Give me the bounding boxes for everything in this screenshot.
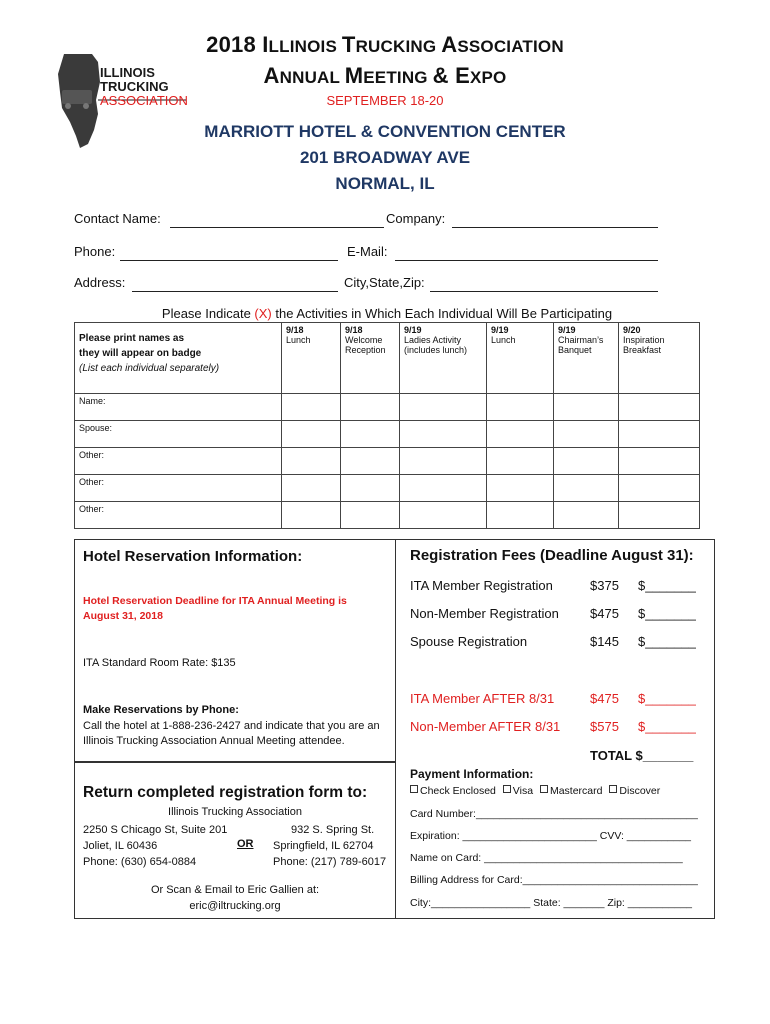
col-header-5: 9/19 Chairman’s Banquet (554, 323, 619, 394)
return-address-joliet: 2250 S Chicago St, Suite 201 Joliet, IL 60436 Phone: (630) 654-0884 (83, 824, 228, 868)
title-line-2: ANNUAL MEETING & EXPO (263, 63, 507, 88)
cell[interactable] (400, 475, 487, 502)
visa-checkbox[interactable] (503, 785, 511, 793)
cell[interactable] (282, 502, 341, 529)
cell[interactable] (619, 394, 700, 421)
venue-city: NORMAL, IL (335, 174, 435, 193)
fee-spouse-label: Spouse Registration (410, 634, 528, 649)
phone-reservation-text: Call the hotel at 1-888-236-2427 and indicate that you are an Illinois Trucking Association Annual Meeting attendee. (83, 720, 380, 747)
row-label: Name: (75, 394, 282, 421)
logo-line2: TRUCKING (100, 79, 169, 94)
check-enclosed-checkbox[interactable] (410, 785, 418, 793)
names-header: Please print names as they will appear on badge (List each individual separately) (75, 323, 282, 394)
cell[interactable] (554, 475, 619, 502)
fee-member-label: ITA Member Registration (410, 578, 553, 593)
company-field[interactable] (452, 227, 658, 228)
cell[interactable] (487, 448, 554, 475)
name-on-card-field[interactable]: Name on Card: __________________________________ (410, 852, 683, 864)
mastercard-checkbox[interactable] (540, 785, 548, 793)
cell[interactable] (341, 394, 400, 421)
cell[interactable] (341, 475, 400, 502)
col-header-3: 9/19 Ladies Activity (includes lunch) (400, 323, 487, 394)
cell[interactable] (487, 421, 554, 448)
cell[interactable] (619, 502, 700, 529)
fee-member-blank[interactable]: $_______ (638, 578, 696, 593)
table-row (75, 394, 700, 421)
scan-email-text: Or Scan & Email to Eric Gallien at: (150, 884, 320, 896)
fee-late-member-blank[interactable]: $_______ (638, 691, 696, 706)
table-row (75, 448, 700, 475)
cell[interactable] (554, 502, 619, 529)
col-header-6: 9/20 Inspiration Breakfast (619, 323, 700, 394)
cell[interactable] (619, 421, 700, 448)
row-label: Other: (75, 448, 282, 475)
billing-address-field[interactable]: Billing Address for Card:______________________________ (410, 874, 698, 886)
return-box (74, 761, 396, 919)
city-state-zip-field[interactable] (430, 291, 658, 292)
cell[interactable] (341, 448, 400, 475)
logo-line3: ASSOCIATION (100, 93, 188, 108)
return-heading: Return completed registration form to: (83, 784, 368, 801)
fee-total[interactable]: TOTAL $_______ (590, 748, 694, 763)
cell[interactable] (554, 421, 619, 448)
fee-nonmember-blank[interactable]: $_______ (638, 606, 696, 621)
cell[interactable] (400, 394, 487, 421)
cell[interactable] (282, 475, 341, 502)
cell[interactable] (487, 475, 554, 502)
phone-label: Phone: (74, 244, 116, 259)
payment-options: Check Enclosed Visa Mastercard Discover (410, 785, 660, 797)
fee-late-nonmember-blank[interactable]: $_______ (638, 719, 696, 734)
fee-late-member-label: ITA Member AFTER 8/31 (410, 691, 555, 706)
contact-name-field[interactable] (170, 227, 384, 228)
logo-line1: ILLINOIS (100, 65, 155, 80)
payment-heading: Payment Information: (410, 767, 534, 781)
cell[interactable] (400, 502, 487, 529)
col-header-1: 9/18 Lunch (282, 323, 341, 394)
cell[interactable] (282, 421, 341, 448)
venue-name: MARRIOTT HOTEL & CONVENTION CENTER (204, 122, 566, 141)
row-label: Spouse: (75, 421, 282, 448)
cell[interactable] (619, 448, 700, 475)
cell[interactable] (554, 394, 619, 421)
fee-nonmember-price: $475 (590, 606, 619, 621)
event-date: SEPTEMBER 18-20 (326, 93, 444, 108)
table-row (75, 502, 700, 529)
table-row (75, 421, 700, 448)
cell[interactable] (554, 448, 619, 475)
fee-nonmember-label: Non-Member Registration (410, 606, 559, 621)
col-header-2: 9/18 Welcome Reception (341, 323, 400, 394)
room-rate: ITA Standard Room Rate: $135 (83, 657, 236, 669)
return-org: Illinois Trucking Association (168, 806, 302, 818)
cell[interactable] (282, 394, 341, 421)
title-line-1: 2018 ILLINOIS TRUCKING ASSOCIATION (206, 32, 564, 57)
hotel-box (74, 539, 396, 763)
cell[interactable] (619, 475, 700, 502)
fee-spouse-blank[interactable]: $_______ (638, 634, 696, 649)
card-number-field[interactable]: Card Number:______________________________________ (410, 808, 698, 820)
cell[interactable] (282, 448, 341, 475)
cell[interactable] (341, 502, 400, 529)
row-label: Other: (75, 502, 282, 529)
row-label: Other: (75, 475, 282, 502)
activities-table (74, 322, 700, 529)
address-field[interactable] (132, 291, 338, 292)
or-label: OR (237, 838, 254, 850)
phone-field[interactable] (120, 260, 338, 261)
cell[interactable] (341, 421, 400, 448)
fees-heading: Registration Fees (Deadline August 31): (410, 547, 694, 564)
cell[interactable] (400, 448, 487, 475)
cell[interactable] (487, 394, 554, 421)
company-label: Company: (386, 211, 446, 226)
address-label: Address: (74, 275, 126, 290)
fee-late-member-price: $475 (590, 691, 619, 706)
hotel-deadline: Hotel Reservation Deadline for ITA Annual Meeting is August 31, 2018 (83, 595, 347, 622)
activities-caption: Please Indicate (X) the Activities in Which Each Individual Will Be Participating (161, 306, 613, 321)
hotel-heading: Hotel Reservation Information: (83, 548, 303, 565)
contact-name-label: Contact Name: (74, 211, 161, 226)
cell[interactable] (487, 502, 554, 529)
email-label: E-Mail: (347, 244, 388, 259)
venue-street: 201 BROADWAY AVE (299, 148, 471, 167)
expiration-cvv-field[interactable]: Expiration: _______________________ CVV: ___________ (410, 830, 692, 842)
fee-late-nonmember-label: Non-Member AFTER 8/31 (410, 719, 561, 734)
fee-member-price: $375 (590, 578, 619, 593)
return-address-springfield: 932 S. Spring St. Springfield, IL 62704 Phone: (217) 789-6017 (273, 824, 387, 868)
city-state-zip-label: City,State,Zip: (344, 275, 425, 290)
cell[interactable] (400, 421, 487, 448)
table-row (75, 475, 700, 502)
billing-city-state-zip-field[interactable]: City:_________________ State: _______ Zip: ___________ (410, 897, 692, 909)
email-field[interactable] (395, 260, 658, 261)
col-header-4: 9/19 Lunch (487, 323, 554, 394)
email-link[interactable]: eric@iltrucking.org (189, 900, 281, 912)
discover-checkbox[interactable] (609, 785, 617, 793)
fee-late-nonmember-price: $575 (590, 719, 619, 734)
fee-spouse-price: $145 (590, 634, 619, 649)
activities-header-row (75, 323, 700, 394)
phone-reservation-heading: Make Reservations by Phone: (83, 704, 239, 716)
